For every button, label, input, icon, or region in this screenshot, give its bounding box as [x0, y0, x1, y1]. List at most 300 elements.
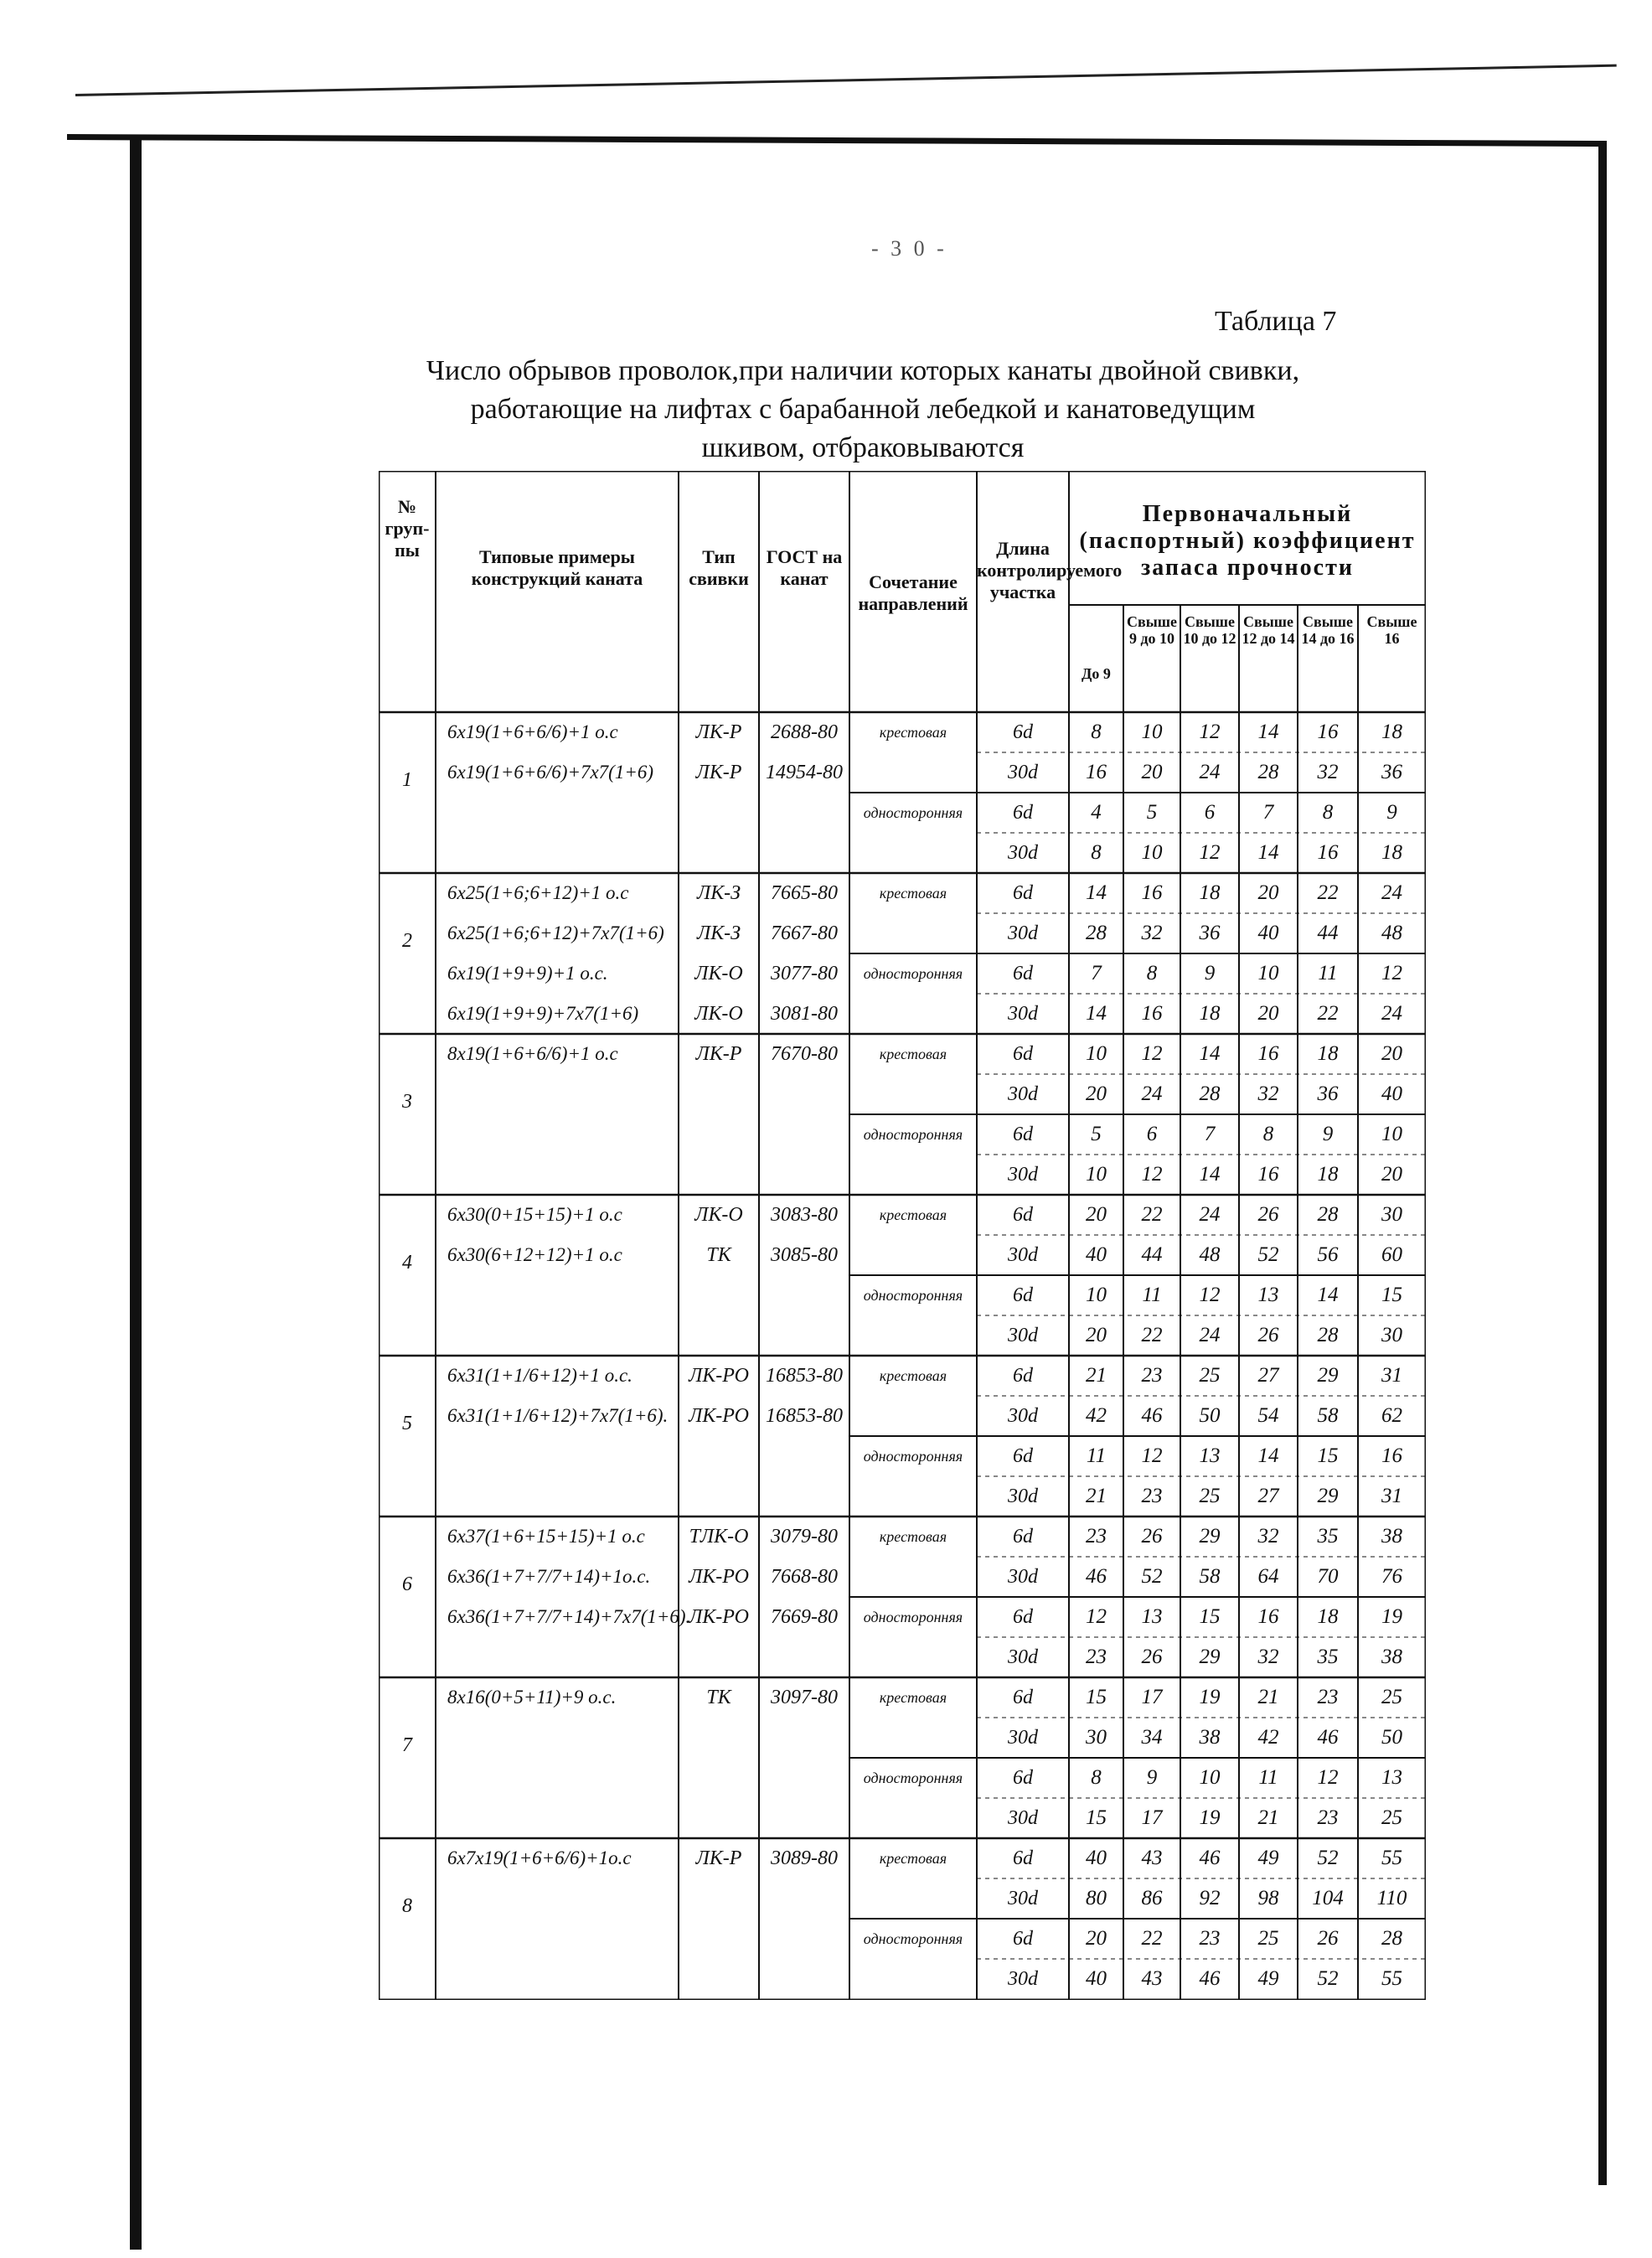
lay-direction: крестовая — [879, 1689, 947, 1706]
control-length: 30d — [1008, 1083, 1038, 1105]
lay-type: ЛК-Р — [695, 762, 742, 783]
break-count: 58 — [1317, 1404, 1339, 1427]
lay-type: ЛК-Р — [695, 1043, 742, 1065]
gost-number: 3083-80 — [771, 1204, 838, 1226]
break-count: 15 — [1086, 1806, 1107, 1829]
page-border-right — [1598, 141, 1607, 2185]
break-count: 21 — [1086, 1364, 1107, 1387]
lay-direction: крестовая — [879, 724, 947, 741]
control-length: 30d — [1008, 1807, 1038, 1829]
control-length: 30d — [1008, 762, 1038, 783]
break-count: 62 — [1381, 1404, 1402, 1427]
break-count: 21 — [1257, 1806, 1279, 1829]
lay-type: ТК — [706, 1244, 731, 1266]
break-count: 29 — [1199, 1646, 1221, 1668]
header-construction: Типовые примеры конструкций каната — [471, 546, 643, 589]
table-label: Таблица 7 — [1215, 306, 1337, 337]
group-number: 5 — [402, 1413, 412, 1434]
break-count: 52 — [1317, 1967, 1339, 1990]
group-number: 2 — [402, 930, 412, 952]
header-factor-range: Свыше 12 до 14 — [1242, 613, 1295, 647]
header-original-factor: Первоначальный (паспортный) коэффициент запаса прочности — [1079, 501, 1416, 581]
break-count: 28 — [1317, 1324, 1339, 1346]
break-count: 31 — [1381, 1364, 1402, 1387]
break-count: 20 — [1381, 1042, 1402, 1065]
break-count: 4 — [1091, 801, 1102, 824]
break-count: 12 — [1381, 962, 1402, 984]
header-group-number: № груп- пы — [385, 496, 430, 561]
group-number: 7 — [402, 1734, 412, 1756]
rope-construction: 6x31(1+1/6+12)+1 о.с. — [447, 1365, 632, 1386]
lay-direction: односторонняя — [863, 1770, 963, 1786]
break-count: 23 — [1086, 1646, 1107, 1668]
break-count: 52 — [1317, 1847, 1339, 1869]
gost-number: 3089-80 — [771, 1847, 838, 1869]
break-count: 32 — [1257, 1525, 1279, 1548]
header-factor-range: До 9 — [1082, 665, 1111, 682]
rope-construction: 6x37(1+6+15+15)+1 о.с — [447, 1526, 645, 1547]
break-count: 23 — [1141, 1485, 1163, 1507]
caption-line: работающие на лифтах с барабанной лебедкой и канатоведущим — [470, 394, 1256, 425]
rope-construction: 6x36(1+7+7/7+14)+1о.с. — [447, 1566, 651, 1587]
control-length: 6d — [1013, 721, 1033, 743]
control-length: 30d — [1008, 1566, 1038, 1588]
break-count: 48 — [1381, 922, 1402, 944]
rope-construction: 6x7x19(1+6+6/6)+1о.с — [447, 1847, 632, 1868]
break-count: 32 — [1317, 761, 1339, 783]
break-count: 10 — [1381, 1123, 1402, 1145]
header-factor-range: Свыше 16 — [1366, 613, 1417, 647]
header-length: Длина контролируемого участка — [977, 538, 1123, 602]
break-count: 12 — [1141, 1444, 1163, 1467]
break-count: 16 — [1086, 761, 1107, 783]
break-count: 38 — [1381, 1525, 1402, 1548]
break-count: 25 — [1199, 1364, 1221, 1387]
break-count: 19 — [1199, 1686, 1221, 1708]
break-count: 9 — [1146, 1766, 1158, 1789]
lay-direction: односторонняя — [863, 1448, 963, 1465]
group-number: 8 — [402, 1895, 412, 1917]
break-count: 48 — [1199, 1243, 1221, 1266]
rope-break-table — [379, 471, 1426, 2000]
control-length: 30d — [1008, 842, 1038, 864]
group-number: 3 — [402, 1091, 412, 1113]
break-count: 23 — [1199, 1927, 1221, 1950]
break-count: 14 — [1257, 841, 1279, 864]
break-count: 26 — [1317, 1927, 1339, 1950]
break-count: 11 — [1086, 1444, 1107, 1467]
control-length: 30d — [1008, 1888, 1038, 1909]
gost-number: 7667-80 — [771, 922, 838, 944]
break-count: 35 — [1317, 1646, 1339, 1668]
break-count: 32 — [1141, 922, 1163, 944]
break-count: 10 — [1086, 1042, 1107, 1065]
break-count: 15 — [1199, 1605, 1221, 1628]
break-count: 76 — [1381, 1565, 1402, 1588]
break-count: 8 — [1091, 721, 1102, 743]
break-count: 46 — [1317, 1726, 1339, 1749]
page-number: - 3 0 - — [871, 236, 947, 261]
break-count: 25 — [1199, 1485, 1221, 1507]
break-count: 29 — [1317, 1364, 1339, 1387]
break-count: 13 — [1141, 1605, 1163, 1628]
gost-number: 7670-80 — [771, 1043, 838, 1065]
rope-construction: 8x19(1+6+6/6)+1 о.с — [447, 1043, 618, 1064]
break-count: 40 — [1381, 1082, 1402, 1105]
break-count: 7 — [1262, 801, 1274, 824]
rope-construction: 6x25(1+6;6+12)+7x7(1+6) — [447, 922, 664, 943]
break-count: 110 — [1376, 1887, 1407, 1909]
break-count: 14 — [1257, 721, 1279, 743]
break-count: 64 — [1257, 1565, 1279, 1588]
break-count: 17 — [1141, 1806, 1163, 1829]
break-count: 26 — [1141, 1525, 1163, 1548]
break-count: 50 — [1381, 1726, 1402, 1749]
caption-line: шкивом, отбраковываются — [701, 432, 1025, 463]
break-count: 36 — [1317, 1082, 1339, 1105]
break-count: 16 — [1381, 1444, 1402, 1467]
break-count: 13 — [1199, 1444, 1221, 1467]
break-count: 44 — [1317, 922, 1339, 944]
lay-type: ЛК-З — [696, 882, 741, 904]
lay-type: ЛК-О — [694, 1003, 743, 1025]
control-length: 6d — [1013, 1687, 1033, 1708]
control-length: 30d — [1008, 1325, 1038, 1346]
gost-number: 3085-80 — [771, 1244, 838, 1266]
control-length: 30d — [1008, 1244, 1038, 1266]
break-count: 14 — [1086, 1002, 1107, 1025]
control-length: 6d — [1013, 1124, 1033, 1145]
break-count: 22 — [1141, 1927, 1163, 1950]
lay-type: ЛК-РО — [689, 1405, 749, 1427]
break-count: 10 — [1086, 1163, 1107, 1186]
break-count: 13 — [1257, 1284, 1279, 1306]
break-count: 43 — [1141, 1847, 1163, 1869]
break-count: 12 — [1317, 1766, 1339, 1789]
break-count: 12 — [1199, 841, 1221, 864]
break-count: 8 — [1146, 962, 1158, 984]
gost-number: 7668-80 — [771, 1566, 838, 1588]
break-count: 86 — [1141, 1887, 1163, 1909]
break-count: 46 — [1199, 1967, 1221, 1990]
break-count: 46 — [1199, 1847, 1221, 1869]
break-count: 52 — [1257, 1243, 1279, 1266]
control-length: 6d — [1013, 1284, 1033, 1306]
break-count: 24 — [1199, 1203, 1221, 1226]
lay-direction: крестовая — [879, 1528, 947, 1545]
break-count: 24 — [1199, 761, 1221, 783]
break-count: 16 — [1317, 721, 1339, 743]
break-count: 11 — [1142, 1284, 1162, 1306]
rope-construction: 6x30(6+12+12)+1 о.с — [447, 1244, 622, 1265]
control-length: 6d — [1013, 1526, 1033, 1548]
break-count: 24 — [1381, 881, 1402, 904]
break-count: 30 — [1086, 1726, 1107, 1749]
break-count: 24 — [1141, 1082, 1163, 1105]
control-length: 30d — [1008, 1405, 1038, 1427]
page-border-left — [130, 138, 142, 2250]
control-length: 30d — [1008, 1003, 1038, 1025]
break-count: 20 — [1086, 1927, 1107, 1950]
gost-number: 14954-80 — [766, 762, 843, 783]
break-count: 20 — [1086, 1203, 1107, 1226]
break-count: 80 — [1086, 1887, 1107, 1909]
gost-number: 16853-80 — [766, 1405, 843, 1427]
break-count: 23 — [1141, 1364, 1163, 1387]
break-count: 21 — [1257, 1686, 1279, 1708]
control-length: 6d — [1013, 1043, 1033, 1065]
break-count: 40 — [1086, 1967, 1107, 1990]
page-border-top — [67, 134, 1604, 147]
break-count: 20 — [1141, 761, 1163, 783]
break-count: 7 — [1091, 962, 1102, 984]
break-count: 43 — [1141, 1967, 1163, 1990]
lay-type: ЛК-РО — [689, 1566, 749, 1588]
header-factor-range: Свыше 14 до 16 — [1301, 613, 1355, 647]
break-count: 10 — [1086, 1284, 1107, 1306]
break-count: 24 — [1381, 1002, 1402, 1025]
break-count: 12 — [1141, 1042, 1163, 1065]
break-count: 55 — [1381, 1847, 1402, 1869]
break-count: 10 — [1141, 841, 1163, 864]
break-count: 7 — [1204, 1123, 1216, 1145]
scan-edge-line — [75, 65, 1617, 96]
gost-number: 7665-80 — [771, 882, 838, 904]
break-count: 50 — [1199, 1404, 1221, 1427]
break-count: 28 — [1199, 1082, 1221, 1105]
break-count: 46 — [1086, 1565, 1107, 1588]
control-length: 6d — [1013, 1847, 1033, 1869]
break-count: 5 — [1091, 1123, 1102, 1145]
break-count: 20 — [1086, 1324, 1107, 1346]
caption-line: Число обрывов проволок,при наличии которых канаты двойной свивки, — [426, 355, 1300, 386]
break-count: 15 — [1317, 1444, 1339, 1467]
lay-type: ЛК-РО — [689, 1606, 749, 1628]
lay-direction: крестовая — [879, 1046, 947, 1062]
break-count: 22 — [1317, 881, 1339, 904]
control-length: 6d — [1013, 1767, 1033, 1789]
break-count: 26 — [1257, 1203, 1279, 1226]
control-length: 30d — [1008, 1646, 1038, 1668]
control-length: 6d — [1013, 1365, 1033, 1387]
rope-construction: 6x31(1+1/6+12)+7x7(1+6). — [447, 1405, 669, 1426]
break-count: 16 — [1141, 1002, 1163, 1025]
group-number: 1 — [402, 769, 412, 791]
break-count: 18 — [1317, 1163, 1339, 1186]
control-length: 6d — [1013, 1445, 1033, 1467]
break-count: 54 — [1257, 1404, 1279, 1427]
break-count: 20 — [1257, 1002, 1279, 1025]
gost-number: 3077-80 — [771, 963, 838, 984]
rope-construction: 6x19(1+6+6/6)+7x7(1+6) — [447, 762, 654, 783]
gost-number: 3079-80 — [771, 1526, 838, 1548]
break-count: 49 — [1257, 1847, 1279, 1869]
break-count: 42 — [1257, 1726, 1279, 1749]
rope-construction: 6x30(0+15+15)+1 о.с — [447, 1204, 622, 1225]
break-count: 6 — [1204, 801, 1216, 824]
break-count: 25 — [1257, 1927, 1279, 1950]
break-count: 22 — [1317, 1002, 1339, 1025]
header-direction: Сочетание направлений — [858, 571, 968, 614]
gost-number: 2688-80 — [771, 721, 838, 743]
lay-type: ЛК-Р — [695, 1847, 742, 1869]
break-count: 14 — [1257, 1444, 1279, 1467]
table-caption — [310, 352, 1416, 468]
lay-direction: крестовая — [879, 1207, 947, 1223]
lay-type: ЛК-О — [694, 963, 743, 984]
break-count: 18 — [1381, 721, 1402, 743]
gost-number: 7669-80 — [771, 1606, 838, 1628]
lay-type: ЛК-З — [696, 922, 741, 944]
group-number: 4 — [402, 1252, 412, 1274]
break-count: 52 — [1141, 1565, 1163, 1588]
break-count: 20 — [1257, 881, 1279, 904]
control-length: 30d — [1008, 1968, 1038, 1990]
break-count: 8 — [1091, 841, 1102, 864]
break-count: 40 — [1257, 922, 1279, 944]
break-count: 9 — [1386, 801, 1397, 824]
rope-construction: 6x19(1+9+9)+7x7(1+6) — [447, 1003, 639, 1024]
header-gost: ГОСТ на канат — [766, 546, 843, 589]
lay-direction: односторонняя — [863, 1126, 963, 1143]
break-count: 16 — [1317, 841, 1339, 864]
control-length: 6d — [1013, 1928, 1033, 1950]
break-count: 20 — [1381, 1163, 1402, 1186]
break-count: 28 — [1257, 761, 1279, 783]
control-length: 6d — [1013, 882, 1033, 904]
break-count: 35 — [1317, 1525, 1339, 1548]
break-count: 36 — [1381, 761, 1402, 783]
break-count: 16 — [1141, 881, 1163, 904]
control-length: 30d — [1008, 922, 1038, 944]
break-count: 31 — [1381, 1485, 1402, 1507]
break-count: 46 — [1141, 1404, 1163, 1427]
lay-type: ЛК-РО — [689, 1365, 749, 1387]
break-count: 26 — [1141, 1646, 1163, 1668]
break-count: 42 — [1086, 1404, 1107, 1427]
break-count: 24 — [1199, 1324, 1221, 1346]
break-count: 11 — [1258, 1766, 1278, 1789]
break-count: 28 — [1317, 1203, 1339, 1226]
break-count: 12 — [1086, 1605, 1107, 1628]
break-count: 10 — [1257, 962, 1279, 984]
break-count: 18 — [1381, 841, 1402, 864]
break-count: 15 — [1381, 1284, 1402, 1306]
header-factor-range: Свыше 10 до 12 — [1183, 613, 1236, 647]
gost-number: 16853-80 — [766, 1365, 843, 1387]
break-count: 16 — [1257, 1163, 1279, 1186]
break-count: 29 — [1317, 1485, 1339, 1507]
rope-construction: 6x25(1+6;6+12)+1 о.с — [447, 882, 629, 903]
break-count: 14 — [1199, 1042, 1221, 1065]
break-count: 40 — [1086, 1243, 1107, 1266]
break-count: 30 — [1381, 1324, 1402, 1346]
rope-construction: 6x36(1+7+7/7+14)+7x7(1+6). — [447, 1606, 691, 1627]
break-count: 12 — [1141, 1163, 1163, 1186]
break-count: 22 — [1141, 1203, 1163, 1226]
rope-construction: 6x19(1+9+9)+1 о.с. — [447, 963, 608, 984]
header-factor-range: Свыше 9 до 10 — [1127, 613, 1177, 647]
break-count: 23 — [1317, 1806, 1339, 1829]
break-count: 32 — [1257, 1082, 1279, 1105]
break-count: 15 — [1086, 1686, 1107, 1708]
lay-direction: односторонняя — [863, 1287, 963, 1304]
break-count: 28 — [1086, 922, 1107, 944]
break-count: 9 — [1204, 962, 1216, 984]
break-count: 60 — [1381, 1243, 1402, 1266]
lay-direction: односторонняя — [863, 1609, 963, 1625]
lay-direction: крестовая — [879, 1367, 947, 1384]
break-count: 8 — [1262, 1123, 1274, 1145]
lay-type: ТЛК-О — [689, 1526, 749, 1548]
lay-direction: односторонняя — [863, 965, 963, 982]
break-count: 6 — [1146, 1123, 1158, 1145]
break-count: 38 — [1381, 1646, 1402, 1668]
break-count: 18 — [1199, 881, 1221, 904]
rope-construction: 6x19(1+6+6/6)+1 о.с — [447, 721, 618, 742]
break-count: 49 — [1257, 1967, 1279, 1990]
break-count: 16 — [1257, 1605, 1279, 1628]
break-count: 34 — [1141, 1726, 1163, 1749]
control-length: 6d — [1013, 1204, 1033, 1226]
break-count: 22 — [1141, 1324, 1163, 1346]
break-count: 92 — [1199, 1887, 1221, 1909]
break-count: 27 — [1257, 1485, 1279, 1507]
lay-type: ЛК-Р — [695, 721, 742, 743]
lay-type: ЛК-О — [694, 1204, 743, 1226]
control-length: 30d — [1008, 1164, 1038, 1186]
break-count: 14 — [1317, 1284, 1339, 1306]
break-count: 9 — [1322, 1123, 1334, 1145]
break-count: 30 — [1381, 1203, 1402, 1226]
break-count: 18 — [1317, 1042, 1339, 1065]
break-count: 26 — [1257, 1324, 1279, 1346]
break-count: 19 — [1381, 1605, 1402, 1628]
break-count: 11 — [1318, 962, 1338, 984]
break-count: 18 — [1199, 1002, 1221, 1025]
break-count: 13 — [1381, 1766, 1402, 1789]
break-count: 8 — [1091, 1766, 1102, 1789]
break-count: 70 — [1317, 1565, 1339, 1588]
break-count: 38 — [1199, 1726, 1221, 1749]
break-count: 10 — [1199, 1766, 1221, 1789]
break-count: 28 — [1381, 1927, 1402, 1950]
break-count: 21 — [1086, 1485, 1107, 1507]
break-count: 18 — [1317, 1605, 1339, 1628]
break-count: 40 — [1086, 1847, 1107, 1869]
break-count: 5 — [1146, 801, 1158, 824]
rope-construction: 8x16(0+5+11)+9 о.с. — [447, 1687, 617, 1708]
break-count: 14 — [1086, 881, 1107, 904]
break-count: 44 — [1141, 1243, 1163, 1266]
gost-number: 3097-80 — [771, 1687, 838, 1708]
break-count: 55 — [1381, 1967, 1402, 1990]
control-length: 30d — [1008, 1486, 1038, 1507]
break-count: 12 — [1199, 721, 1221, 743]
break-count: 98 — [1257, 1887, 1279, 1909]
break-count: 32 — [1257, 1646, 1279, 1668]
lay-direction: крестовая — [879, 1850, 947, 1867]
control-length: 30d — [1008, 1727, 1038, 1749]
group-number: 6 — [402, 1573, 412, 1595]
control-length: 6d — [1013, 963, 1033, 984]
gost-number: 3081-80 — [771, 1003, 838, 1025]
break-count: 36 — [1199, 922, 1221, 944]
lay-direction: односторонняя — [863, 804, 963, 821]
break-count: 25 — [1381, 1686, 1402, 1708]
break-count: 8 — [1322, 801, 1334, 824]
break-count: 10 — [1141, 721, 1163, 743]
